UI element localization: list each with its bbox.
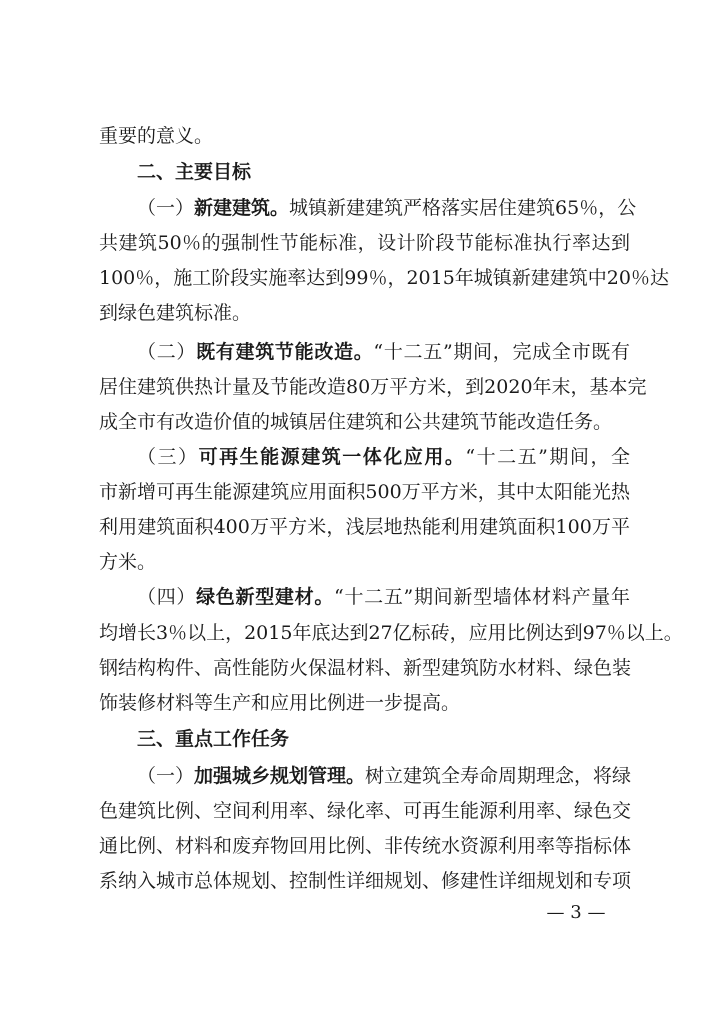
paragraph-line: （一）新建建筑。城镇新建建筑严格落实居住建筑65％，公 (137, 197, 637, 219)
paragraph-line: 均增长3％以上，2015年底达到27亿标砖，应用比例达到97％以上。 (99, 622, 683, 644)
paragraph-line: 居住建筑供热计量及节能改造80万平方米，到2020年末，基本完 (99, 376, 647, 398)
subsection-title: 绿色新型建材。 (196, 586, 335, 608)
paragraph-line: （一）加强城乡规划管理。树立建筑全寿命周期理念，将绿 (137, 765, 632, 787)
paragraph-line: 重要的意义。 (99, 125, 214, 147)
paragraph-line: 市新增可再生能源建筑应用面积500万平方米，其中太阳能光热 (99, 481, 630, 503)
subsection-title: 可再生能源建筑一体化应用。 (198, 446, 466, 468)
subsection-title: 新建建筑。 (194, 197, 290, 219)
paragraph-line: （二）既有建筑节能改造。“十二五”期间，完成全市既有 (137, 341, 630, 363)
section-heading-tasks: 三、重点工作任务 (137, 728, 290, 750)
paragraph-line: 系纳入城市总体规划、控制性详细规划、修建性详细规划和专项 (99, 870, 632, 892)
section-heading-goals: 二、主要目标 (137, 161, 252, 183)
paragraph-line: 饰装修材料等生产和应用比例进一步提高。 (99, 692, 461, 714)
subsection-title: 加强城乡规划管理。 (194, 765, 366, 787)
paragraph-line: 钢结构构件、高性能防火保温材料、新型建筑防水材料、绿色装 (99, 657, 632, 679)
paragraph-line: （三）可再生能源建筑一体化应用。“十二五”期间，全 (137, 446, 630, 468)
page-number: — 3 — (546, 902, 606, 923)
paragraph-line: 利用建筑面积400万平方米，浅层地热能利用建筑面积100万平 (99, 516, 630, 538)
paragraph-line: 100％，施工阶段实施率达到99％，2015年城镇新建建筑中20％达 (99, 267, 669, 289)
paragraph-line: （四）绿色新型建材。“十二五”期间新型墙体材料产量年 (137, 586, 630, 608)
paragraph-line: 方米。 (99, 551, 157, 573)
subsection-title: 既有建筑节能改造。 (196, 341, 374, 363)
paragraph-line: 到绿色建筑标准。 (99, 302, 252, 324)
paragraph-line: 成全市有改造价值的城镇居住建筑和公共建筑节能改造任务。 (99, 411, 613, 433)
paragraph-line: 通比例、材料和废弃物回用比例、非传统水资源利用率等指标体 (99, 835, 632, 857)
paragraph-line: 色建筑比例、空间利用率、绿化率、可再生能源利用率、绿色交 (99, 800, 632, 822)
paragraph-line: 共建筑50％的强制性节能标准，设计阶段节能标准执行率达到 (99, 232, 630, 254)
